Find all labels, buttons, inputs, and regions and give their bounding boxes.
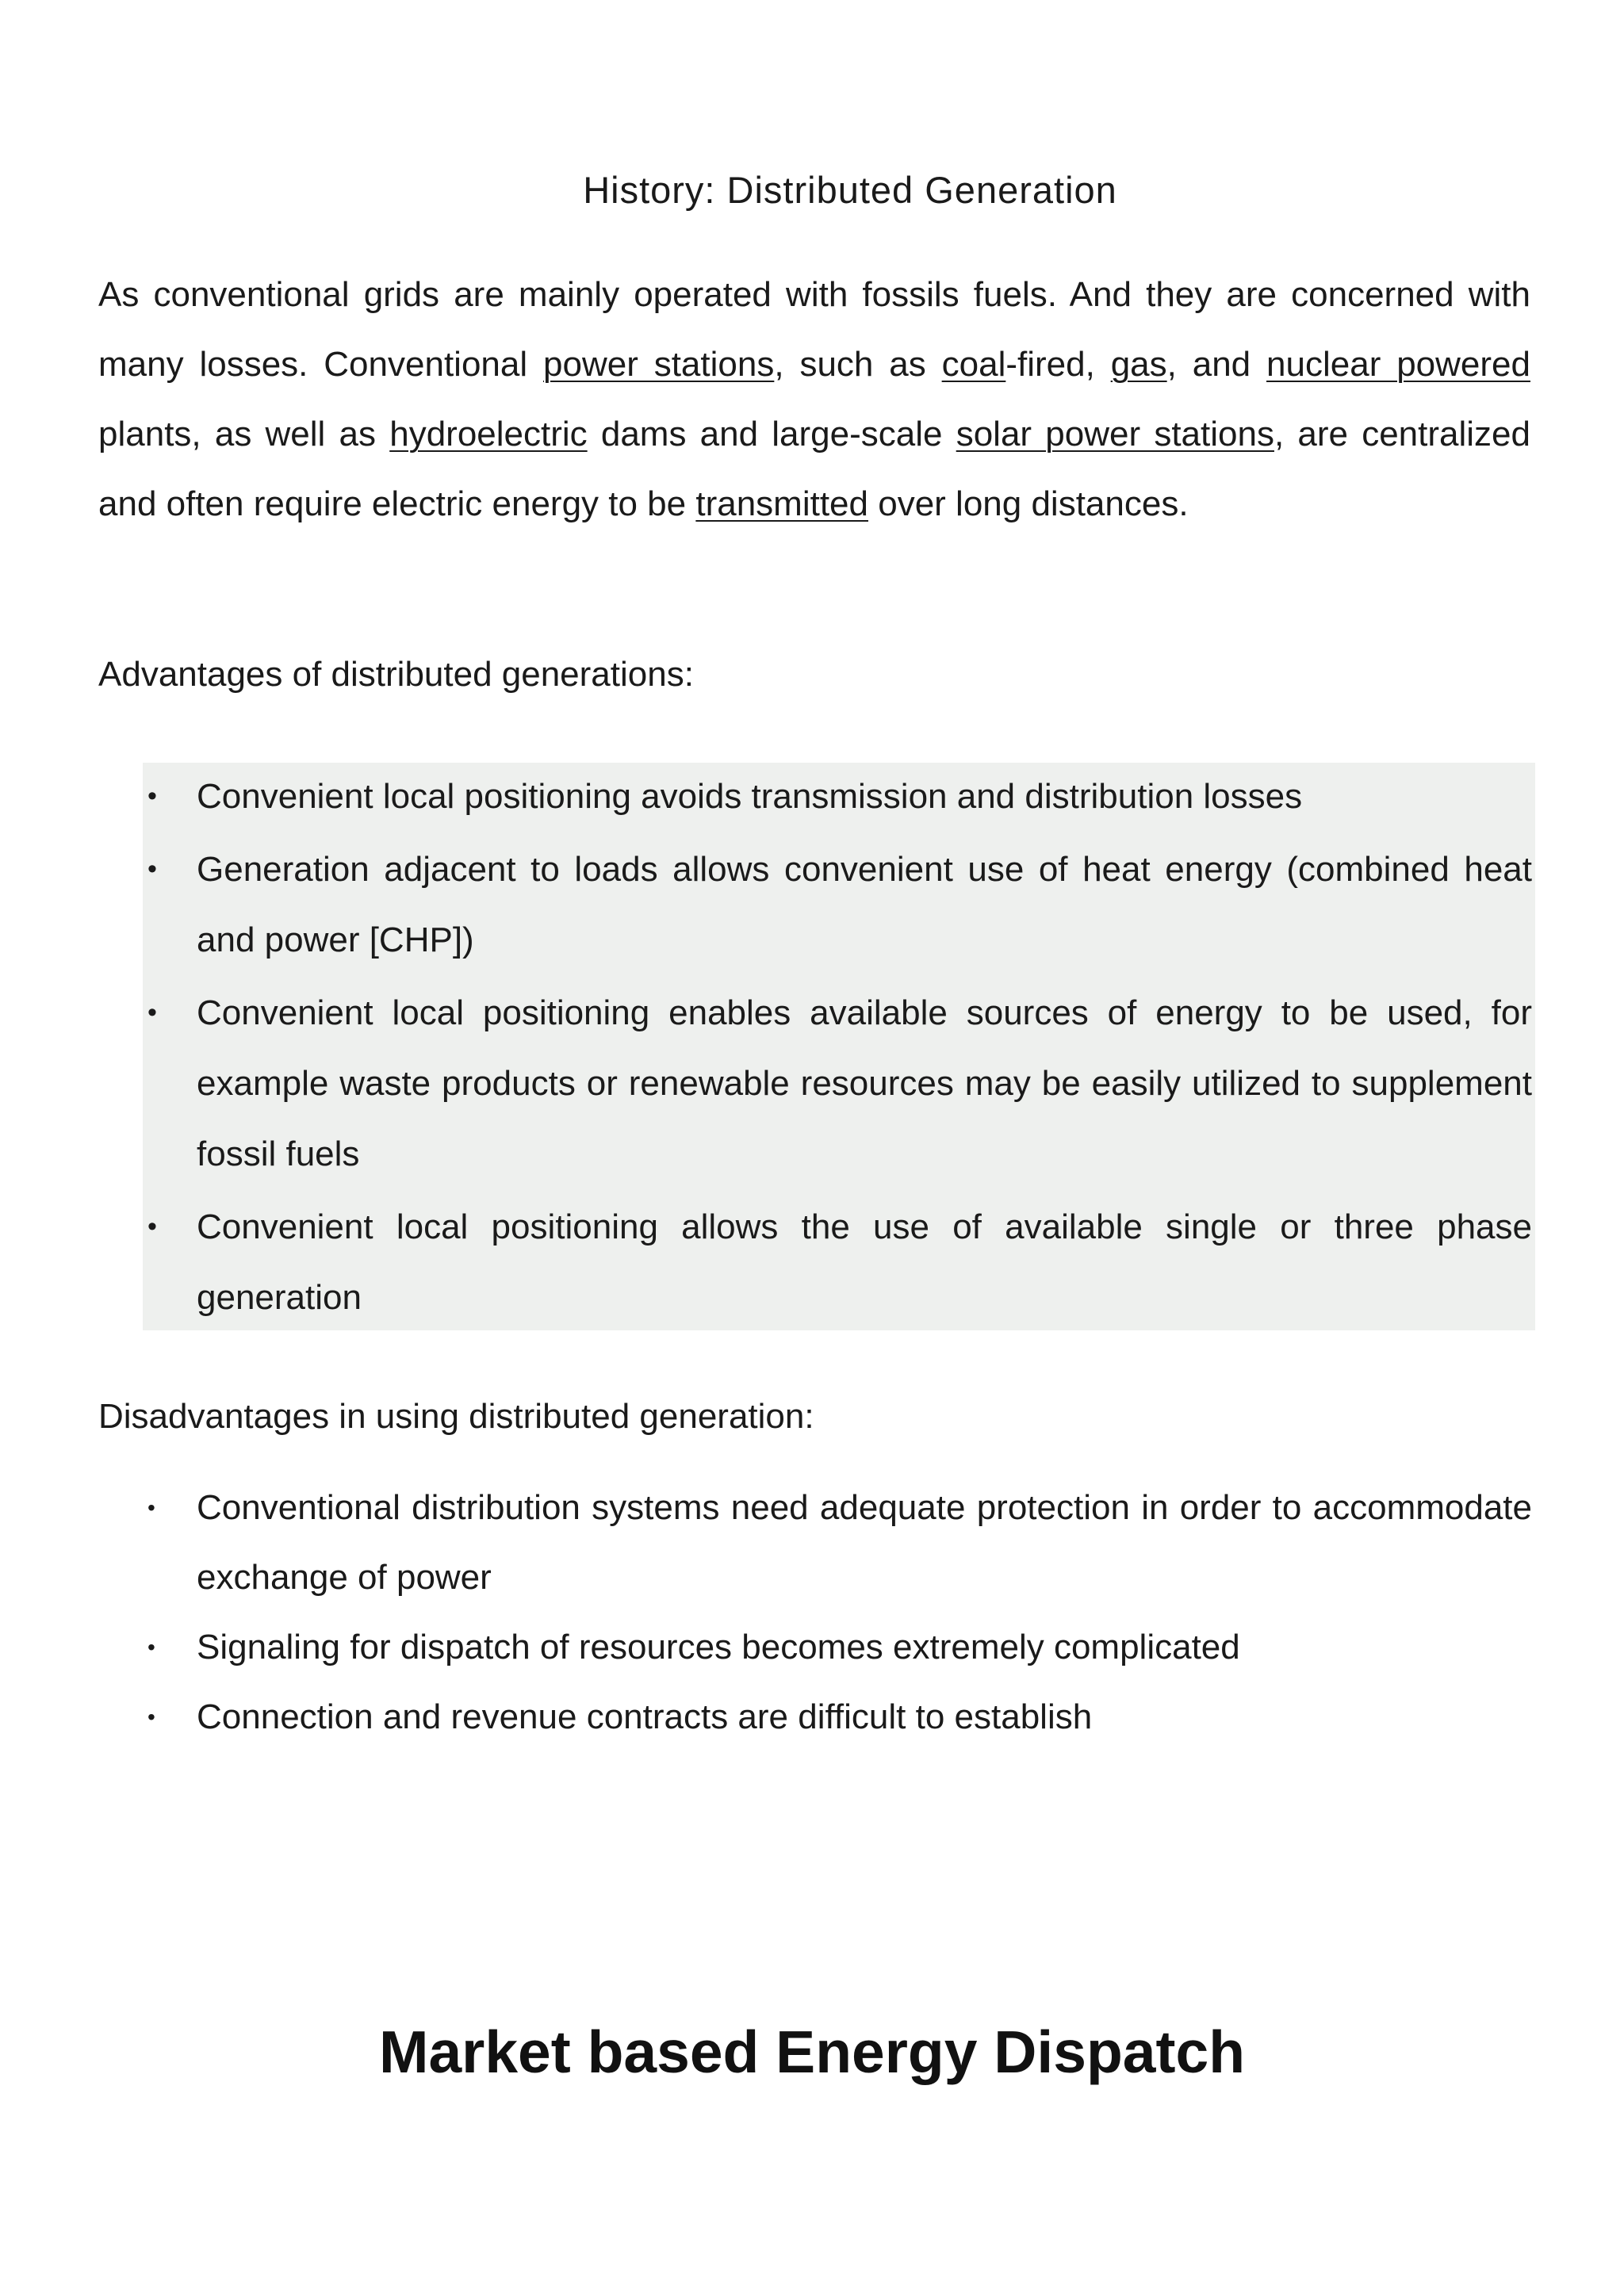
list-item	[143, 1613, 1532, 1682]
list-item-text: Convenient local positioning enables available sources of energy to be used, for example waste products or renewable resources may be easily utilized to supplement fossil fuels	[197, 993, 1532, 1173]
list-item	[143, 834, 1532, 975]
intro-paragraph	[98, 260, 1530, 539]
intro-text: , such as	[774, 345, 942, 384]
list-item-text: Signaling for dispatch of resources becomes extremely complicated	[197, 1628, 1240, 1667]
bullet-icon: •	[147, 854, 157, 884]
intro-text: , are centralized and often require electric energy to be	[98, 415, 1530, 523]
list-item	[143, 761, 1532, 832]
bullet-icon: •	[147, 1705, 155, 1729]
link-hydroelectric[interactable]: hydroelectric	[389, 415, 588, 453]
link-solar-power-stations[interactable]: solar power stations	[956, 415, 1274, 453]
section-title: History: Distributed Generation	[583, 169, 1117, 211]
link-transmitted[interactable]: transmitted	[695, 484, 868, 523]
intro-text: , and	[1166, 345, 1267, 384]
bullet-icon: •	[147, 997, 157, 1027]
link-gas[interactable]: gas	[1110, 345, 1167, 384]
bullet-icon: •	[147, 1211, 157, 1242]
bullet-icon: •	[147, 781, 157, 811]
disadvantages-heading: Disadvantages in using distributed generation:	[98, 1397, 814, 1436]
list-item	[143, 1192, 1532, 1333]
intro-text: As conventional grids are mainly operated with fossils fuels. And they are concerned with many losses. Conventional	[98, 275, 1530, 384]
link-nuclear-powered[interactable]: nuclear powered	[1266, 345, 1530, 384]
list-item	[143, 1682, 1532, 1752]
disadvantages-list	[143, 1473, 1532, 1752]
intro-text: over long distances.	[868, 484, 1189, 523]
link-power-stations[interactable]: power stations	[543, 345, 775, 384]
advantages-heading: Advantages of distributed generations:	[98, 655, 694, 694]
list-item	[143, 1473, 1532, 1613]
intro-text: plants, as well as	[98, 415, 390, 453]
list-item-text: Convenient local positioning avoids transmission and distribution losses	[197, 777, 1303, 816]
link-coal[interactable]: coal	[941, 345, 1006, 384]
intro-text: dams and large-scale	[587, 415, 956, 453]
list-item-text: Generation adjacent to loads allows convenient use of heat energy (combined heat and power [CHP])	[197, 850, 1532, 959]
next-section-title: Market based Energy Dispatch	[378, 2019, 1246, 2085]
list-item-text: Connection and revenue contracts are difficult to establish	[197, 1697, 1093, 1736]
bullet-icon: •	[147, 1495, 155, 1520]
list-item-text: Convenient local positioning allows the use of available single or three phase generation	[197, 1207, 1532, 1317]
list-item	[143, 978, 1532, 1189]
advantages-list	[143, 761, 1532, 1335]
intro-text: -fired,	[1005, 345, 1111, 384]
bullet-icon: •	[147, 1635, 155, 1659]
list-item-text: Conventional distribution systems need adequate protection in order to accommodate exchange of power	[197, 1488, 1532, 1597]
